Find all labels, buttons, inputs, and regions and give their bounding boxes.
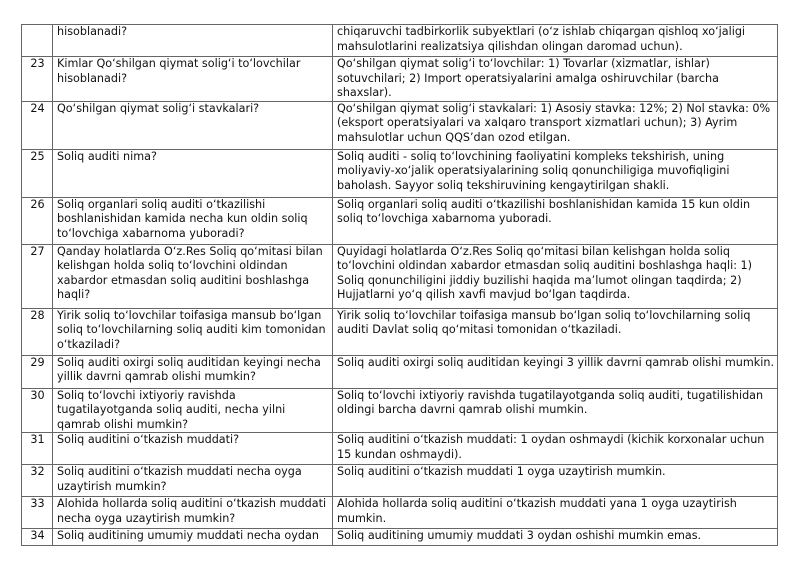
answer-cell: Soliq to‘lovchi ixtiyoriy ravishda tugatilayotganda soliq auditi, tugatilishidan oldingi barcha davrni qamrab olishi mumkin. [333,388,778,433]
row-number: 31 [22,433,53,465]
question-cell: Soliq auditini o‘tkazish muddati? [53,433,333,465]
question-cell: Soliq auditining umumiy muddati necha oydan [53,529,333,546]
row-number: 23 [22,57,53,102]
table-row [22,101,778,149]
question-cell: Qanday holatlarda O‘z.Res Soliq qo‘mitasi bilan kelishgan holda soliq to‘lovchini oldindan xabardor etmasdan soliq auditini boshlashga haqli? [53,244,333,308]
row-number: 27 [22,244,53,308]
row-number: 34 [22,529,53,546]
table-row [22,465,778,497]
question-cell: Soliq organlari soliq auditi o‘tkazilishi boshlanishidan kamida necha kun oldin soliq to‘lovchiga xabarnoma yuboradi? [53,197,333,244]
answer-cell: Soliq organlari soliq auditi o‘tkazilishi boshlanishidan kamida 15 kun oldin soliq to‘lovchiga xabarnoma yuboradi. [333,197,778,244]
question-cell: Alohida hollarda soliq auditini o‘tkazish muddati necha oyga uzaytirish mumkin? [53,497,333,529]
answer-cell: Quyidagi holatlarda O‘z.Res Soliq qo‘mitasi bilan kelishgan holda soliq to‘lovchini oldindan xabardor etmasdan soliq auditini boshlashga haqli: 1) Soliq qonunchiligini jiddiy buzilishi haqida ma’lumot olingan taqdirda; 2) Hujjatlarni yo‘q qilish xavfi mavjud bo‘lgan taqdirda. [333,244,778,308]
question-cell: hisoblanadi? [53,25,333,57]
question-cell: Soliq auditini o‘tkazish muddati necha oyga uzaytirish mumkin? [53,465,333,497]
answer-cell: Soliq auditi - soliq to‘lovchining faoliyatini kompleks tekshirish, uning moliyaviy-xo‘jalik operatsiyalarining soliq qonunchiligiga muvofiqligini baholash. Sayyor soliq tekshiruvining kengaytirilgan shakli. [333,149,778,197]
row-number: 24 [22,101,53,149]
answer-cell: Soliq auditi oxirgi soliq auditidan keyingi 3 yillik davrni qamrab olishi mumkin. [333,355,778,388]
table-row [22,497,778,529]
table-row [22,308,778,355]
row-number: 25 [22,149,53,197]
table-row [22,388,778,433]
question-cell: Soliq auditi nima? [53,149,333,197]
question-cell: Soliq to‘lovchi ixtiyoriy ravishda tugatilayotganda soliq auditi, necha yilni qamrab olishi mumkin? [53,388,333,433]
question-cell: Kimlar Qo‘shilgan qiymat solig‘i to‘lovchilar hisoblanadi? [53,57,333,102]
answer-cell: Soliq auditining umumiy muddati 3 oydan oshishi mumkin emas. [333,529,778,546]
row-number [22,25,53,57]
answer-cell: Soliq auditini o‘tkazish muddati 1 oyga uzaytirish mumkin. [333,465,778,497]
row-number: 29 [22,355,53,388]
answer-cell: Soliq auditini o‘tkazish muddati: 1 oydan oshmaydi (kichik korxonalar uchun 15 kundan oshmaydi). [333,433,778,465]
table-row [22,244,778,308]
question-cell: Yirik soliq to‘lovchilar toifasiga mansub bo‘lgan soliq to‘lovchilarning soliq auditi kim tomonidan o‘tkaziladi? [53,308,333,355]
row-number: 33 [22,497,53,529]
table-row [22,57,778,102]
qa-table [21,24,778,546]
table-row [22,25,778,57]
row-number: 32 [22,465,53,497]
qa-table-body [22,25,778,546]
table-row [22,355,778,388]
answer-cell: Yirik soliq to‘lovchilar toifasiga mansub bo‘lgan soliq to‘lovchilarning soliq auditi Davlat soliq qo‘mitasi tomonidan o‘tkaziladi. [333,308,778,355]
row-number: 26 [22,197,53,244]
answer-cell: Qo‘shilgan qiymat solig‘i to‘lovchilar: 1) Tovarlar (xizmatlar, ishlar) sotuvchilari; 2) Import operatsiyalarini amalga oshiruvchilar (barcha shaxslar). [333,57,778,102]
row-number: 28 [22,308,53,355]
answer-cell: Alohida hollarda soliq auditini o‘tkazish muddati yana 1 oyga uzaytirish mumkin. [333,497,778,529]
row-number: 30 [22,388,53,433]
answer-cell: Qo‘shilgan qiymat solig‘i stavkalari: 1) Asosiy stavka: 12%; 2) Nol stavka: 0% (eksport operatsiyalari va xalqaro transport xizmatlari uchun); 3) Ayrim mahsulotlar uchun QQS’dan ozod etilgan. [333,101,778,149]
answer-cell: chiqaruvchi tadbirkorlik subyektlari (o‘z ishlab chiqargan qishloq xo‘jaligi mahsulotlarini realizatsiya qilishdan olingan daromad uchun). [333,25,778,57]
question-cell: Qo‘shilgan qiymat solig‘i stavkalari? [53,101,333,149]
table-row [22,197,778,244]
question-cell: Soliq auditi oxirgi soliq auditidan keyingi necha yillik davrni qamrab olishi mumkin? [53,355,333,388]
table-row [22,529,778,546]
table-row [22,433,778,465]
table-row [22,149,778,197]
